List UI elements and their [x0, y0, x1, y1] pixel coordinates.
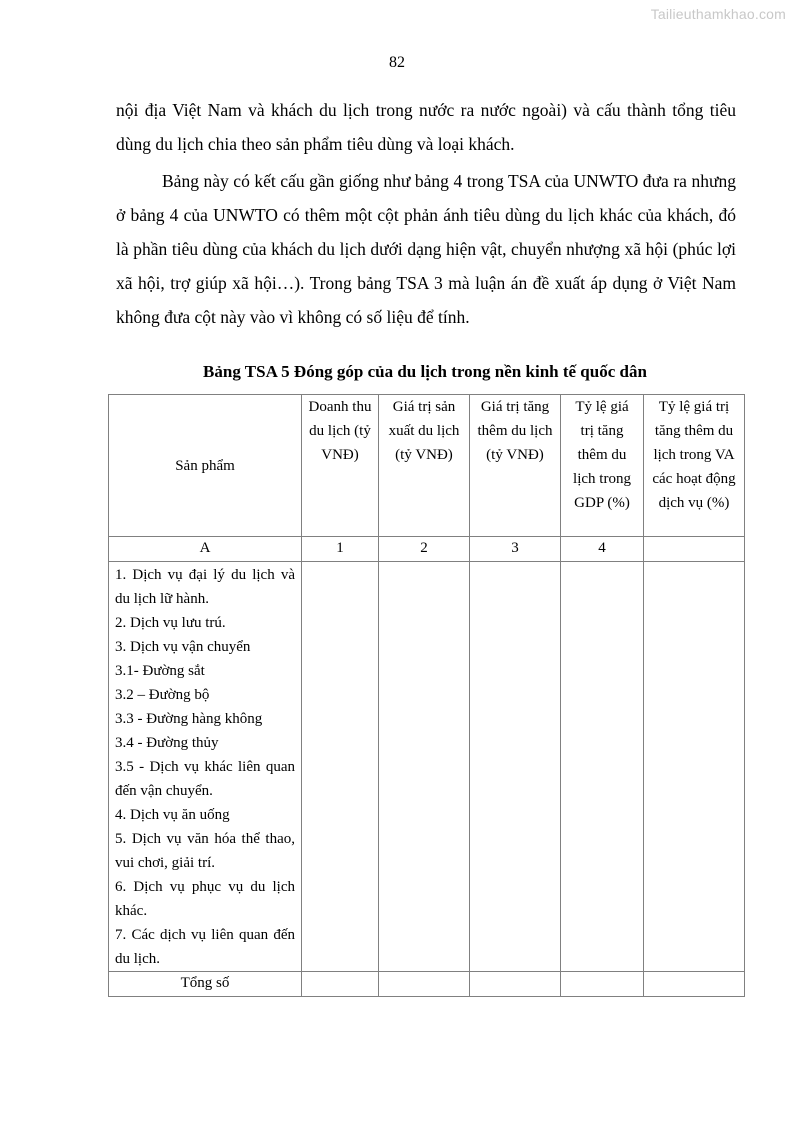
list-item: 3.3 - Đường hàng không — [115, 711, 263, 727]
index-cell: 1 — [302, 537, 379, 562]
empty-cell — [470, 972, 561, 997]
index-cell: 3 — [470, 537, 561, 562]
paragraph-2: Bảng này có kết cấu gần giống như bảng 4 trong TSA của UNWTO đưa ra nhưng ở bảng 4 của UNWTO có thêm một cột phản ánh tiêu dùng du lịch khác của khách, đó là phần tiêu dùng của khách du lịch dưới dạng hiện vật, chuyển nhượng xã hội (phúc lợi xã hội, trợ giúp xã hội…). Trong bảng TSA 3 mà luận án đề xuất áp dụng ở Việt Nam không đưa cột này vào vì không có số liệu để tính. — [116, 171, 736, 327]
header-production-value: Giá trị sản xuất du lịch (tỷ VNĐ) — [379, 395, 470, 537]
list-item: 3.5 - Dịch vụ khác liên quan đến vận chuyển. — [115, 759, 295, 799]
list-item: 3.1- Đường sắt — [115, 663, 205, 679]
list-item: 7. Các dịch vụ liên quan đến du lịch. — [115, 927, 295, 967]
list-item: 3.2 – Đường bộ — [115, 687, 210, 703]
header-product: Sản phẩm — [109, 395, 302, 537]
header-value-added: Giá trị tăng thêm du lịch (tỷ VNĐ) — [470, 395, 561, 537]
list-item: 3.4 - Đường thủy — [115, 735, 219, 751]
empty-cell — [644, 972, 745, 997]
list-item: 2. Dịch vụ lưu trú. — [115, 615, 226, 631]
list-item: 5. Dịch vụ văn hóa thể thao, vui chơi, giải trí. — [115, 831, 295, 871]
table-items-row — [109, 562, 745, 972]
header-service-va-share: Tỷ lệ giá trị tăng thêm du lịch trong VA các hoạt động dịch vụ (%) — [644, 395, 745, 537]
tsa-table — [108, 394, 745, 997]
empty-cell — [302, 562, 379, 972]
index-cell: A — [109, 537, 302, 562]
paragraph-1: nội địa Việt Nam và khách du lịch trong nước ra nước ngoài) và cấu thành tổng tiêu dùng du lịch chia theo sản phẩm tiêu dùng và loại khách. — [116, 100, 736, 154]
index-cell: 2 — [379, 537, 470, 562]
empty-cell — [644, 562, 745, 972]
page-number: 82 — [389, 54, 405, 71]
table-index-row — [109, 537, 745, 562]
empty-cell — [379, 972, 470, 997]
empty-cell — [302, 972, 379, 997]
list-item: 6. Dịch vụ phục vụ du lịch khác. — [115, 879, 295, 919]
product-list — [109, 562, 302, 972]
empty-cell — [379, 562, 470, 972]
list-item: 4. Dịch vụ ăn uống — [115, 807, 230, 823]
empty-cell — [561, 562, 644, 972]
table-total-row — [109, 972, 745, 997]
list-item: 1. Dịch vụ đại lý du lịch và du lịch lữ hành. — [115, 567, 295, 607]
total-label: Tổng số — [109, 972, 302, 997]
index-cell: 4 — [561, 537, 644, 562]
empty-cell — [470, 562, 561, 972]
list-item: 3. Dịch vụ vận chuyển — [115, 639, 251, 655]
header-gdp-share: Tỷ lệ giá trị tăng thêm du lịch trong GDP (%) — [561, 395, 644, 537]
table-title: Bảng TSA 5 Đóng góp của du lịch trong nền kinh tế quốc dân — [203, 362, 647, 381]
table-header-row — [109, 395, 745, 537]
header-revenue: Doanh thu du lịch (tỷ VNĐ) — [302, 395, 379, 537]
index-cell — [644, 537, 745, 562]
empty-cell — [561, 972, 644, 997]
watermark: Tailieuthamkhao.com — [650, 6, 786, 22]
